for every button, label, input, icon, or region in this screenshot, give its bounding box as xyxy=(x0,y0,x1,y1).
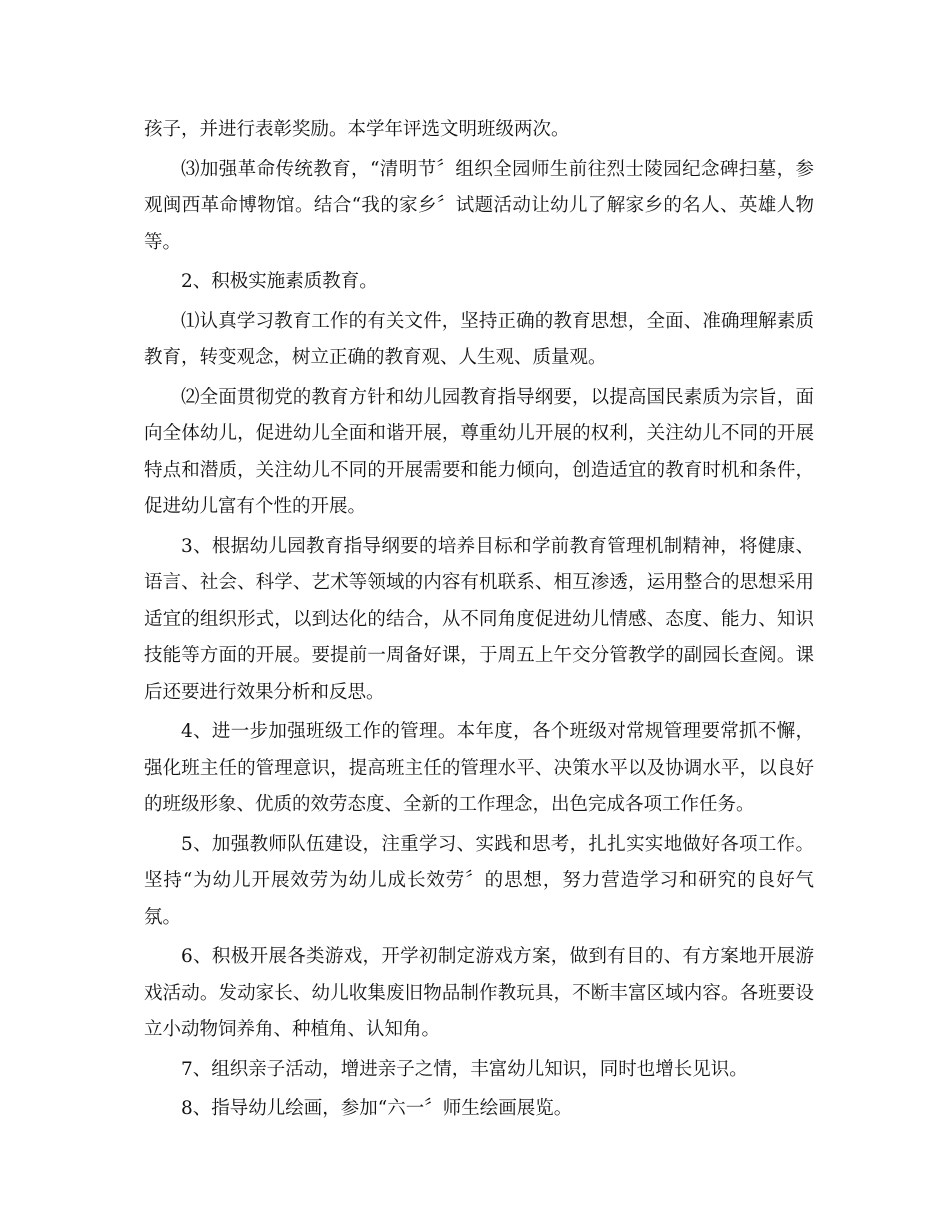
paragraph-revolutionary-tradition: ⑶加强革命传统教育，“清明节〞组织全园师生前往烈士陵园纪念碑扫墓，参观闽西革命博物馆。结合“我的家乡〞试题活动让幼儿了解家乡的名人、英雄人物等。 xyxy=(144,158,814,253)
paragraph-teacher-team: 5、加强教师队伍建设，注重学习、实践和思考，扎扎实实地做好各项工作。坚持“为幼儿开展效劳为幼儿成长效劳〞的思想，努力营造学习和研究的良好气氛。 xyxy=(144,833,814,928)
paragraph-quality-education-heading: 2、积极实施素质教育。 xyxy=(181,271,378,292)
paragraph-implement-guidelines: ⑵全面贯彻党的教育方针和幼儿园教育指导纲要，以提高国民素质为宗旨，面向全体幼儿，促进幼儿全面和谐开展，尊重幼儿开展的权利，关注幼儿不同的开展特点和潜质，关注幼儿不同的开展需要和能力倾向，创造适宜的教育时机和条件，促进幼儿富有个性的开展。 xyxy=(144,386,814,517)
paragraph-class-management: 4、进一步加强班级工作的管理。本年度，各个班级对常规管理要常抓不懈，强化班主任的管理意识，提高班主任的管理水平、决策水平以及协调水平，以良好的班级形象、优质的效劳态度、全新的工作理念，出色完成各项工作任务。 xyxy=(144,721,814,815)
paragraph-awards-continuation: 孩子，并进行表彰奖励。本学年评选文明班级两次。 xyxy=(144,119,570,140)
paragraph-games: 6、积极开展各类游戏，开学初制定游戏方案，做到有目的、有方案地开展游戏活动。发动家长、幼儿收集废旧物品制作教玩具，不断丰富区域内容。各班要设立小动物饲养角、种植角、认知角。 xyxy=(144,946,814,1040)
document-body xyxy=(144,112,814,1131)
paragraph-study-documents: ⑴认真学习教育工作的有关文件，坚持正确的教育思想，全面、准确理解素质教育，转变观念，树立正确的教育观、人生观、质量观。 xyxy=(144,310,814,368)
paragraph-curriculum-integration: 3、根据幼儿园教育指导纲要的培养目标和学前教育管理机制精神，将健康、语言、社会、科学、艺术等领域的内容有机联系、相互渗透，运用整合的思想采用适宜的组织形式，以到达化的结合，从不同角度促进幼儿情感、态度、能力、知识技能等方面的开展。要提前一周备好课，于周五上午交分管教学的副园长查阅。课后还要进行效果分析和反思。 xyxy=(144,535,814,703)
paragraph-painting-exhibition: 8、指导幼儿绘画，参加“六一〞师生绘画展览。 xyxy=(181,1098,573,1119)
paragraph-parent-child-activities: 7、组织亲子活动，增进亲子之情，丰富幼儿知识，同时也增长见识。 xyxy=(181,1058,748,1080)
